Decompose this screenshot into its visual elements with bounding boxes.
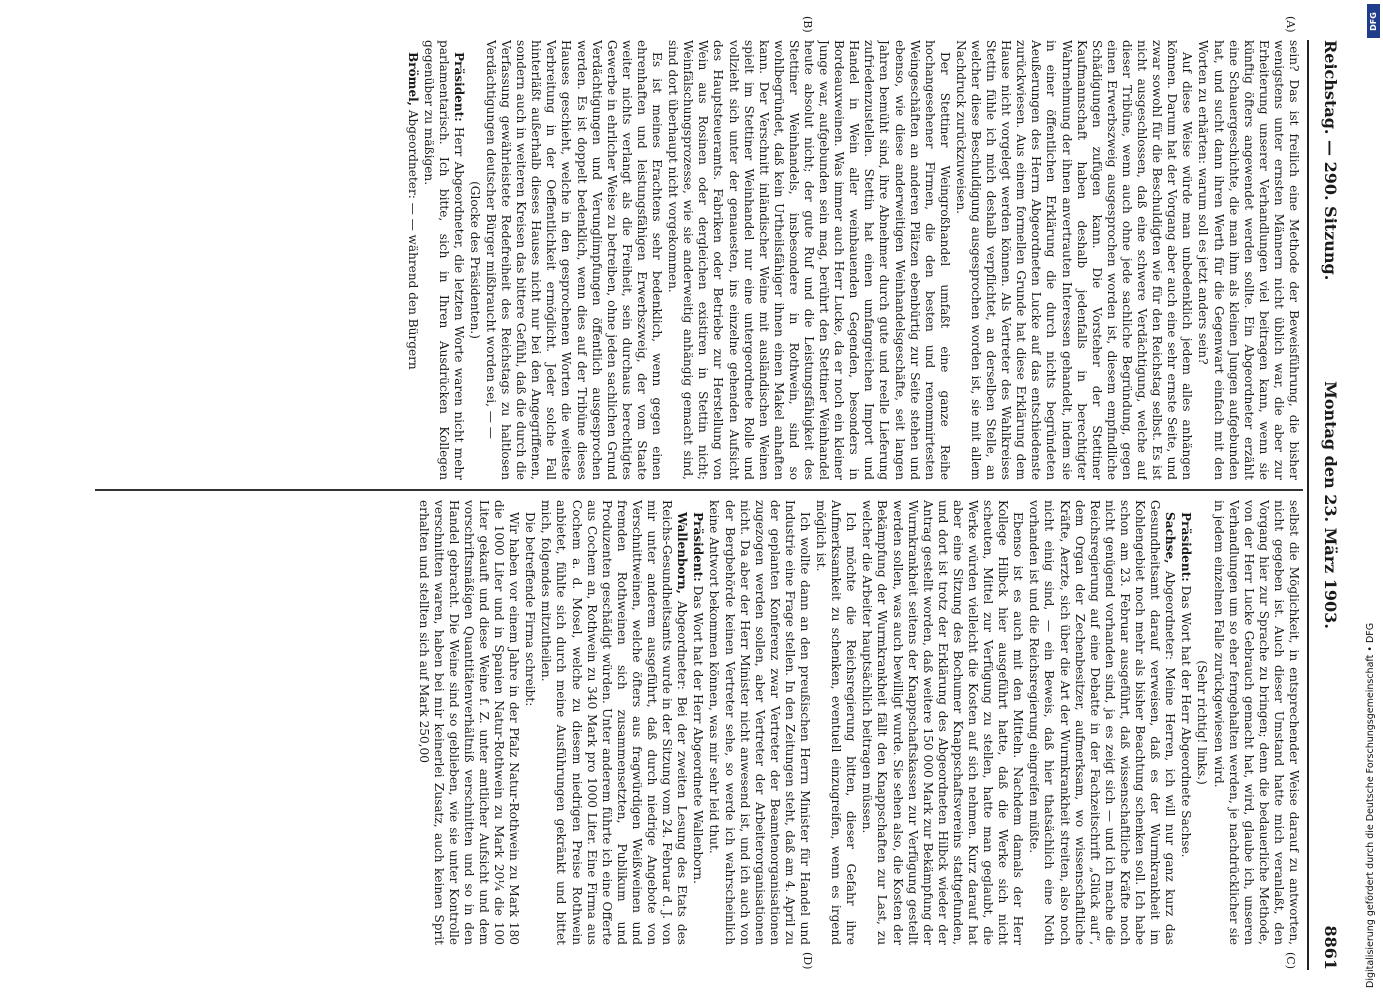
margin-marker-d: (D): [801, 952, 814, 970]
dfg-logo-text: DFG: [1369, 11, 1379, 31]
speaker-name: Präsident:: [691, 512, 706, 582]
margin-marker-c: (C): [1284, 952, 1297, 969]
paragraph: Auf diese Weise würde man unbedenklich jedem alles anhängen können. Darum hat der Vorgang aber auch eine sehr ernste Seite, und zwar sowohl für die Beschuldigten wie für den Reichstag selbst. Es ist nicht ausgeschlossen, daß eine schwere Verdächtigung, welche auf dieser Tribüne, wenn auch ohne jede sachliche Begründung, gegen einen Erwerbszweig ausgesprochen worden ist, diesem empfindliche Schädigungen zufügen kann. Die Vorsteher der Stettiner Kaufmannschaft haben deshalb jedenfalls in berechtigter Wahrnehmung der ihnen anvertrauten Interessen gehandelt, indem sie in einer öffentlichen Erklärung die durch nichts begründeten Aeußerungen des Herrn Abgeordneten Lucke auf das entschiedenste zurückwiesen. Aus einem formellen Grunde hat diese Erklärung dem Hause nicht vorgelegt werden können. Als Vertreter des Wahlkreises Stettin fühle ich mich deshalb verpflichtet, an derselben Stelle, an welcher diese Beschuldigung ausgesprochen worden ist, sie mit allem Nachdruck zurückzuweisen.: [953, 40, 1195, 480]
speaker-paragraph: [538, 500, 689, 945]
header-rule: [1307, 40, 1309, 970]
page-header: [1311, 40, 1351, 970]
speech-text: Das Wort hat der Herr Abgeordnete Sachse.: [1179, 585, 1194, 858]
quoted-paragraph: Wir haben vor einem Jahre in der Pfalz Natur-Rothwein zu Mark 180 die 1000 Liter und in Spanien Natur-Rothwein zu Mark 20¼ die 100 Liter gekauft und diese Weine f. Z. unter amtlicher Aufsicht und dem vorschriftsmäßigen Quantitätenverhältniß verschnitten und so in den Handel gebracht. Die Weine sind so geblieben, wie sie unter Kontrolle verschnitten waren, haben bei mir keinerlei Zusatz, auch keinen Sprit erhalten und stellten sich auf Mark 250,00: [416, 500, 522, 945]
paragraph: Die betreffende Firma schreibt:: [523, 512, 538, 707]
speaker-name: Wallenborn,: [675, 512, 690, 594]
speaker-paragraph: [690, 500, 705, 945]
right-column: [91, 500, 1301, 945]
margin-marker-a: (A): [1284, 16, 1297, 33]
speech-text: Das Wort hat der Herr Abgeordnete Wallenborn.: [691, 585, 706, 884]
paragraph: Ich möchte die Reichsregierung bitten, dieser Gefahr ihre Aufmerksamkeit zu schenken, eventuell einzugreifen, wenn es irgend möglich ist.: [814, 500, 859, 945]
paragraph: Der Stettiner Weingroßhandel umfaßt eine ganze Reihe hochangesehener Firmen, die den besten und renommirtesten Weingeschäften an anderen Plätzen ebenbürtig zur Seite stehen und ebenso, wie diese anderweitigen Weinhandelsgeschäfte, seit langen Jahren bemüht sind, ihre Abnehmer durch gute und reelle Lieferung zufriedenzustellen. Stettin hat einen umfangreichen Import und Handel in Wein aller weinbauenden Gegenden, besonders in Bordeauxweinen. Was immer auch Herr Lucke, da er noch ein kleiner Junge war, aufgebunden sein mag, berührt den Stettiner Weinhandel heute absolut nicht; der gute Ruf und die Leistungsfähigkeit des Stettiner Weinhandels, insbesondere in Rothwein, sind so wohlbegründet, daß kein Urtheilsfähiger ihnen einen Makel anhaften kann. Der Verschnitt inländischer Weine mit ausländischen Weinen spielt im Stettiner Weinhandel nur eine untergeordnete Rolle und vollzieht sich unter der genauesten, ins einzelne gehenden Aufsicht des Hauptsteueramts. Fabriken oder Betriebe zur Herstellung von Wein aus Rosinen oder dergleichen existiren in Stettin nicht; Weinfälschungsprozesse, wie sie anderweitig anhängig gemacht sind, sind dort überhaupt nicht vorgekommen.: [666, 40, 952, 480]
paragraph: Es ist meines Erachtens sehr bedenklich, wenn gegen einen ehrenhaften und leistungsfähigen Erwerbszweig, der vom Staate weiter nichts verlangt als die Freiheit, sein durchaus berechtigtes Gewerbe in ehrlicher Weise zu betreiben, ohne jeden sachlichen Grund Verdächtigungen und Verunglimpfungen öffentlich ausgesprochen werden. Es ist doppelt bedenklich, wenn dies auf der Tribüne dieses Hauses geschieht, welche in den gesprochenen Worten die weiteste Verbreitung in der Oeffentlichkeit ermöglicht. Jeder solche Fall hinterläßt außerhalb dieses Hauses nicht nur bei den Angegriffenen, sondern auch in weiteren Kreisen das bittere Gefühl, daß die durch die Verfassung gewährleistete Redefreiheit des Reichstags zu haltlosen Verdächtigungen deutscher Bürger mißbraucht worden sei, — —: [484, 40, 665, 480]
header-session: Reichstag. — 290. Sitzung.: [1321, 40, 1341, 281]
speech-text: Abgeordneter: Bei der zweiten Lesung des Etats des Reichs-Gesundheitsamts wurde in der Sitzung vom 24. Februar d. J. von mir unter anderem ausgeführt, daß durch niedrige Angebote von Verschnittweinen, welche öfters aus fragwürdigen Weißweinen und fremden Rothweinen sich zusammensetzten, Publikum und Produzenten geschädigt würden. Unter anderem führte ich eine Offerte aus Cochem an, Rothwein zu 340 Mark pro 1000 Liter. Eine Firma aus Cochem a. d. Mosel, welche zu diesem niedrigen Preise Rothwein anbietet, fühlte sich durch meine Ausführungen gekränkt und bittet mich, folgendes mitzutheilen.: [539, 500, 690, 945]
speaker-name: Präsident:: [1179, 512, 1194, 582]
speaker-name: Präsident:: [451, 52, 466, 122]
paragraph: Ebenso ist es auch mit den Mitteln. Nachdem damals der Herr Kollege Hilbck hier ausgeführt hatte, daß die Werke sich nicht scheuten, Mittel zur Verfügung zu stellen, hatte man geglaubt, die Werke würden vielleicht die Kosten auf sich nehmen. Kurz darauf hat aber eine Sitzung des Bochumer Knappschaftsvereins stattgefunden, und dort ist trotz der Erklärung des Abgeordneten Hilbck wieder der Antrag gestellt worden, daß weitere 150 000 Mark zur Bekämpfung der Wurmkrankheit seitens der Knappschaftskassen zur Verfügung gestellt werden sollen, was auch bewilligt wurde. Sie sehen also, die Kosten der Bekämpfung der Wurmkrankheit fällt den Knappschaften zur Last, zu welcher die Arbeiter hauptsächlich beitragen müssen.: [860, 500, 1026, 945]
header-page-number: 8861: [1321, 925, 1341, 970]
column-divider: [95, 489, 1303, 491]
speech-text: Abgeordneter: — — während den Bürgern: [405, 109, 420, 370]
speaker-name: Sachse,: [1163, 512, 1178, 564]
paragraph: sein? Das ist freilich eine Methode der Beweisführung, die bisher wenigstens unter ernsten Männern nicht üblich war, die aber zur Erheiterung unserer Verhandlungen viel beitragen kann, wenn sie künftig öfters angewendet werden sollte. Ein Abgeordneter erzählt eine Schauergeschichte, die man ihm als kleinen Jungen aufgebunden hat, und sucht dann ihren Werth für die Gegenwart einfach mit den Worten zu erhärten: warum soll es jetzt anders sein?: [1196, 40, 1301, 480]
stage-direction: (Sehr richtig! links.): [1195, 660, 1210, 785]
speech-text: Herr Abgeordneter, die letzten Worte waren nicht mehr parlamentarisch. Ich bitte, sich in Ihren Ausdrücken Kollegen gegenüber zu mäßigen.: [421, 40, 466, 480]
funding-note: Digitalisierung gefördert durch die Deutsche Forschungsgemeinschaft • DFG: [1365, 622, 1376, 988]
left-column: [91, 40, 1301, 480]
speaker-name: Brömel,: [405, 52, 420, 106]
speaker-paragraph: [1026, 500, 1177, 945]
digitization-sidebar: [1364, 0, 1383, 1000]
speaker-paragraph: [1178, 500, 1193, 945]
paragraph: selbst die Möglichkeit, in entsprechender Weise darauf zu antworten, nicht gegeben ist. Auch dieser Umstand hatte mich veranlaßt, den Vorgang hier zur Sprache zu bringen; denn die bedauerliche Methode, von der Herr Lucke Gebrauch gemacht hat, wird, glaube ich, unseren Verhandlungen um so eher ferngehalten werden, je nachdrücklicher sie in jedem einzelnen Falle zurückgewiesen wird.: [1211, 500, 1301, 945]
margin-marker-b: (B): [801, 16, 814, 33]
speaker-paragraph: [404, 40, 419, 480]
dfg-logo-icon: [1367, 4, 1380, 38]
stage-direction: (Glocke des Präsidenten.): [467, 181, 482, 339]
paragraph: Ich wollte dann an den preußischen Herrn Minister für Handel und Industrie eine Frage stellen. In den Zeitungen steht, daß am 4. April zu der geplanten Konferenz zwar Vertreter der Beamtenorganisationen zugezogen werden sollen, aber Vertreter der Arbeiterorganisationen nicht. Da aber der Herr Minister nicht anwesend ist, und ich auch von der Bergbehörde keinen Vertreter sehe, so werde ich wahrscheinlich keine Antwort bekommen können, was mir sehr leid thut.: [707, 500, 812, 945]
header-date: Montag den 23. März 1903.: [1321, 381, 1341, 629]
speech-text: Abgeordneter: Meine Herren, ich will nur ganz kurz das Gesundheitsamt darauf verweisen, daß es der Wurmkrankheit im Kohlengebiet noch mehr als bisher Beachtung schenken soll. Ich habe schon am 23. Februar ausgeführt, daß wissenschaftliche Kräfte noch nicht genügend vorhanden sind, ja es zeigt sich — und ich mache die Reichsregierung auf eine Debatte in der Fachzeitschrift „Glück auf“, dem Organ der Zechenbesitzer, aufmerksam, wo wissenschaftliche Kräfte, Aerzte, sich über die Art der Wurmkrankheit streiten, also noch nicht einig sind, — ein Beweis, daß hier thatsächlich eine Noth vorhanden ist und die Reichsregierung eingreifen müßte.: [1027, 500, 1178, 945]
scanned-page: [69, 0, 1359, 1000]
speaker-paragraph: [421, 40, 466, 480]
